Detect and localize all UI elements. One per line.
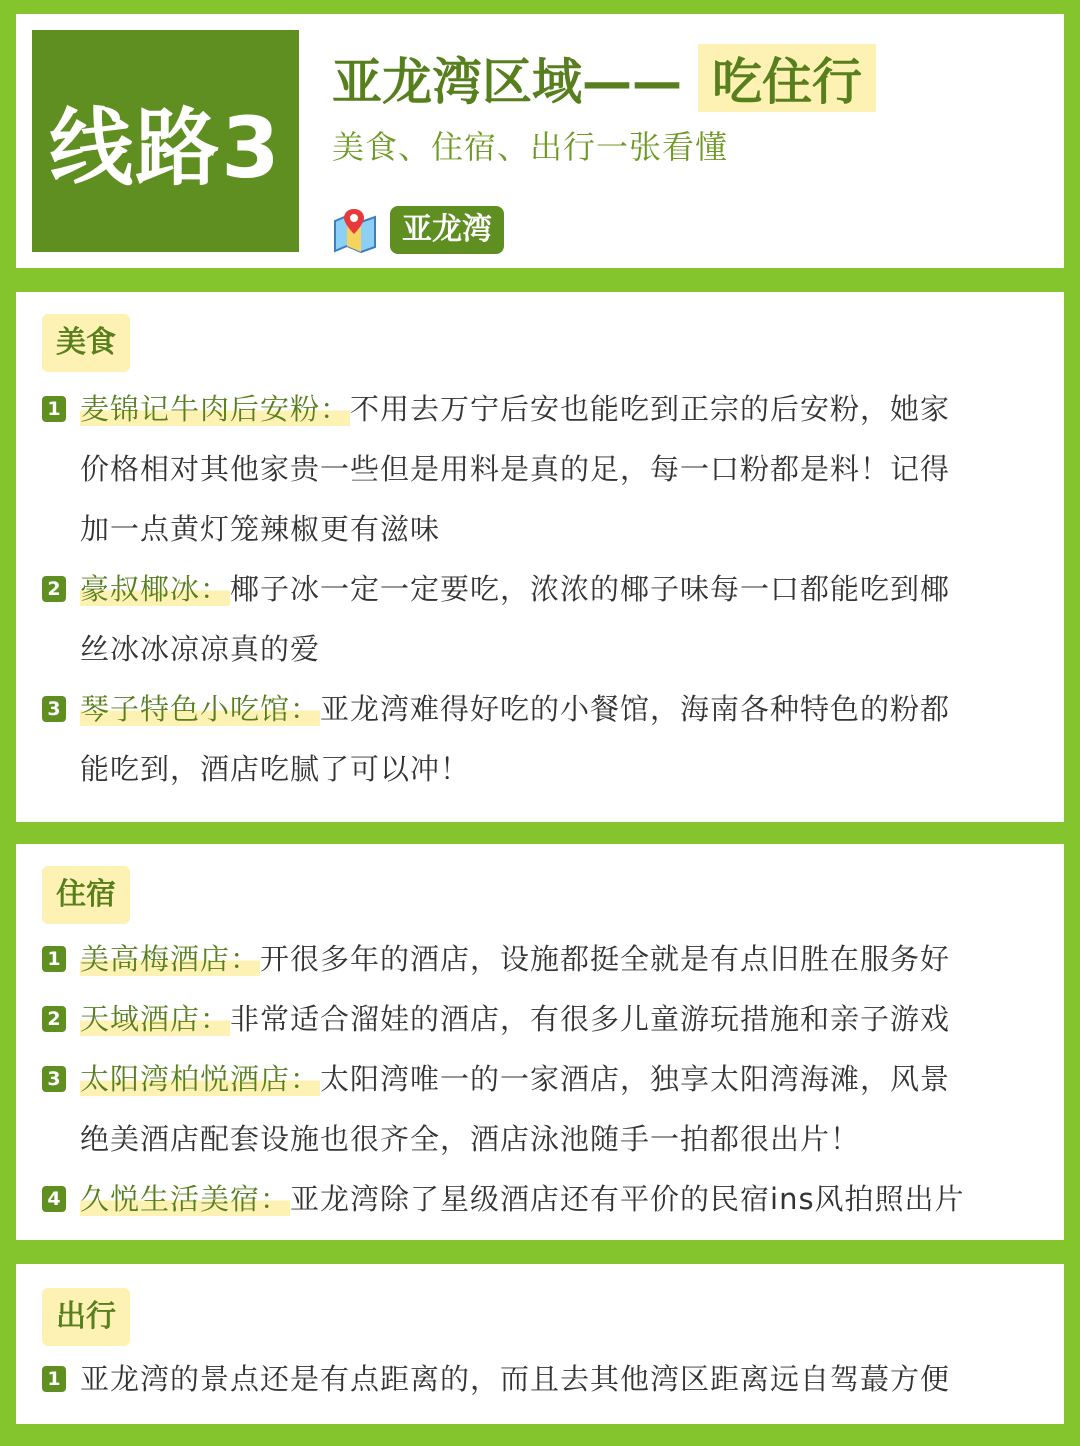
location-row [332, 206, 504, 254]
number-badge: 3 [42, 696, 66, 722]
item-name: 太阳湾柏悦酒店： [80, 1062, 321, 1096]
number-badge: 2 [42, 1006, 66, 1032]
item-text: 亚龙湾的景点还是有点距离的，而且去其他湾区距离远自驾蕞方便 [80, 1362, 951, 1396]
item-name: 琴子特色小吃馆： [80, 692, 321, 726]
food-section [16, 292, 1064, 822]
item-text: 太阳湾唯一的一家酒店，独享太阳湾海滩，风景 [320, 1062, 951, 1096]
item-text: 绝美酒店配套设施也很齐全，酒店泳池随手一拍都很出片！ [80, 1122, 861, 1156]
item-name: 麦锦记牛肉后安粉： [80, 392, 351, 426]
section-title-stay: 住宿 [42, 866, 130, 924]
item-text: 能吃到，酒店吃腻了可以冲！ [80, 752, 471, 786]
section-title-travel: 出行 [42, 1288, 130, 1346]
title-row [332, 46, 876, 110]
header-card [16, 14, 1064, 268]
item-text: 亚龙湾除了星级酒店还有平价的民宿ins风拍照出片 [290, 1182, 965, 1216]
page-title: 亚龙湾区域—— [332, 53, 682, 111]
item-text: 不用去万宁后安也能吃到正宗的后安粉，她家 [350, 392, 951, 426]
number-badge: 4 [42, 1186, 66, 1212]
item-text: 非常适合溜娃的酒店，有很多儿童游玩措施和亲子游戏 [230, 1002, 951, 1036]
item-text: 丝冰冰凉凉真的爱 [80, 632, 321, 666]
section-title-food: 美食 [42, 314, 130, 372]
travel-section [16, 1264, 1064, 1424]
item-text: 价格相对其他家贵一些但是用料是真的足，每一口粉都是料！记得 [80, 452, 951, 486]
map-pin-icon [332, 207, 378, 253]
item-text: 加一点黄灯笼辣椒更有滋味 [80, 512, 441, 546]
item-text: 开很多年的酒店，设施都挺全就是有点旧胜在服务好 [260, 942, 951, 976]
location-badge: 亚龙湾 [390, 206, 504, 254]
stay-section [16, 844, 1064, 1240]
item-text: 亚龙湾难得好吃的小餐馆，海南各种特色的粉都 [320, 692, 951, 726]
item-name: 久悦生活美宿： [80, 1182, 291, 1216]
route-label: 线路3 [49, 98, 282, 197]
item-name: 美高梅酒店： [80, 942, 261, 976]
route-badge [32, 30, 299, 252]
item-name: 豪叔椰冰： [80, 572, 231, 606]
number-badge: 1 [42, 1366, 66, 1392]
item-text: 椰子冰一定一定要吃，浓浓的椰子味每一口都能吃到椰 [230, 572, 951, 606]
number-badge: 2 [42, 576, 66, 602]
number-badge: 1 [42, 946, 66, 972]
page-subtitle: 美食、住宿、出行一张看懂 [332, 128, 729, 166]
item-name: 天域酒店： [80, 1002, 231, 1036]
number-badge: 3 [42, 1066, 66, 1092]
title-highlight: 吃住行 [698, 44, 876, 112]
number-badge: 1 [42, 396, 66, 422]
